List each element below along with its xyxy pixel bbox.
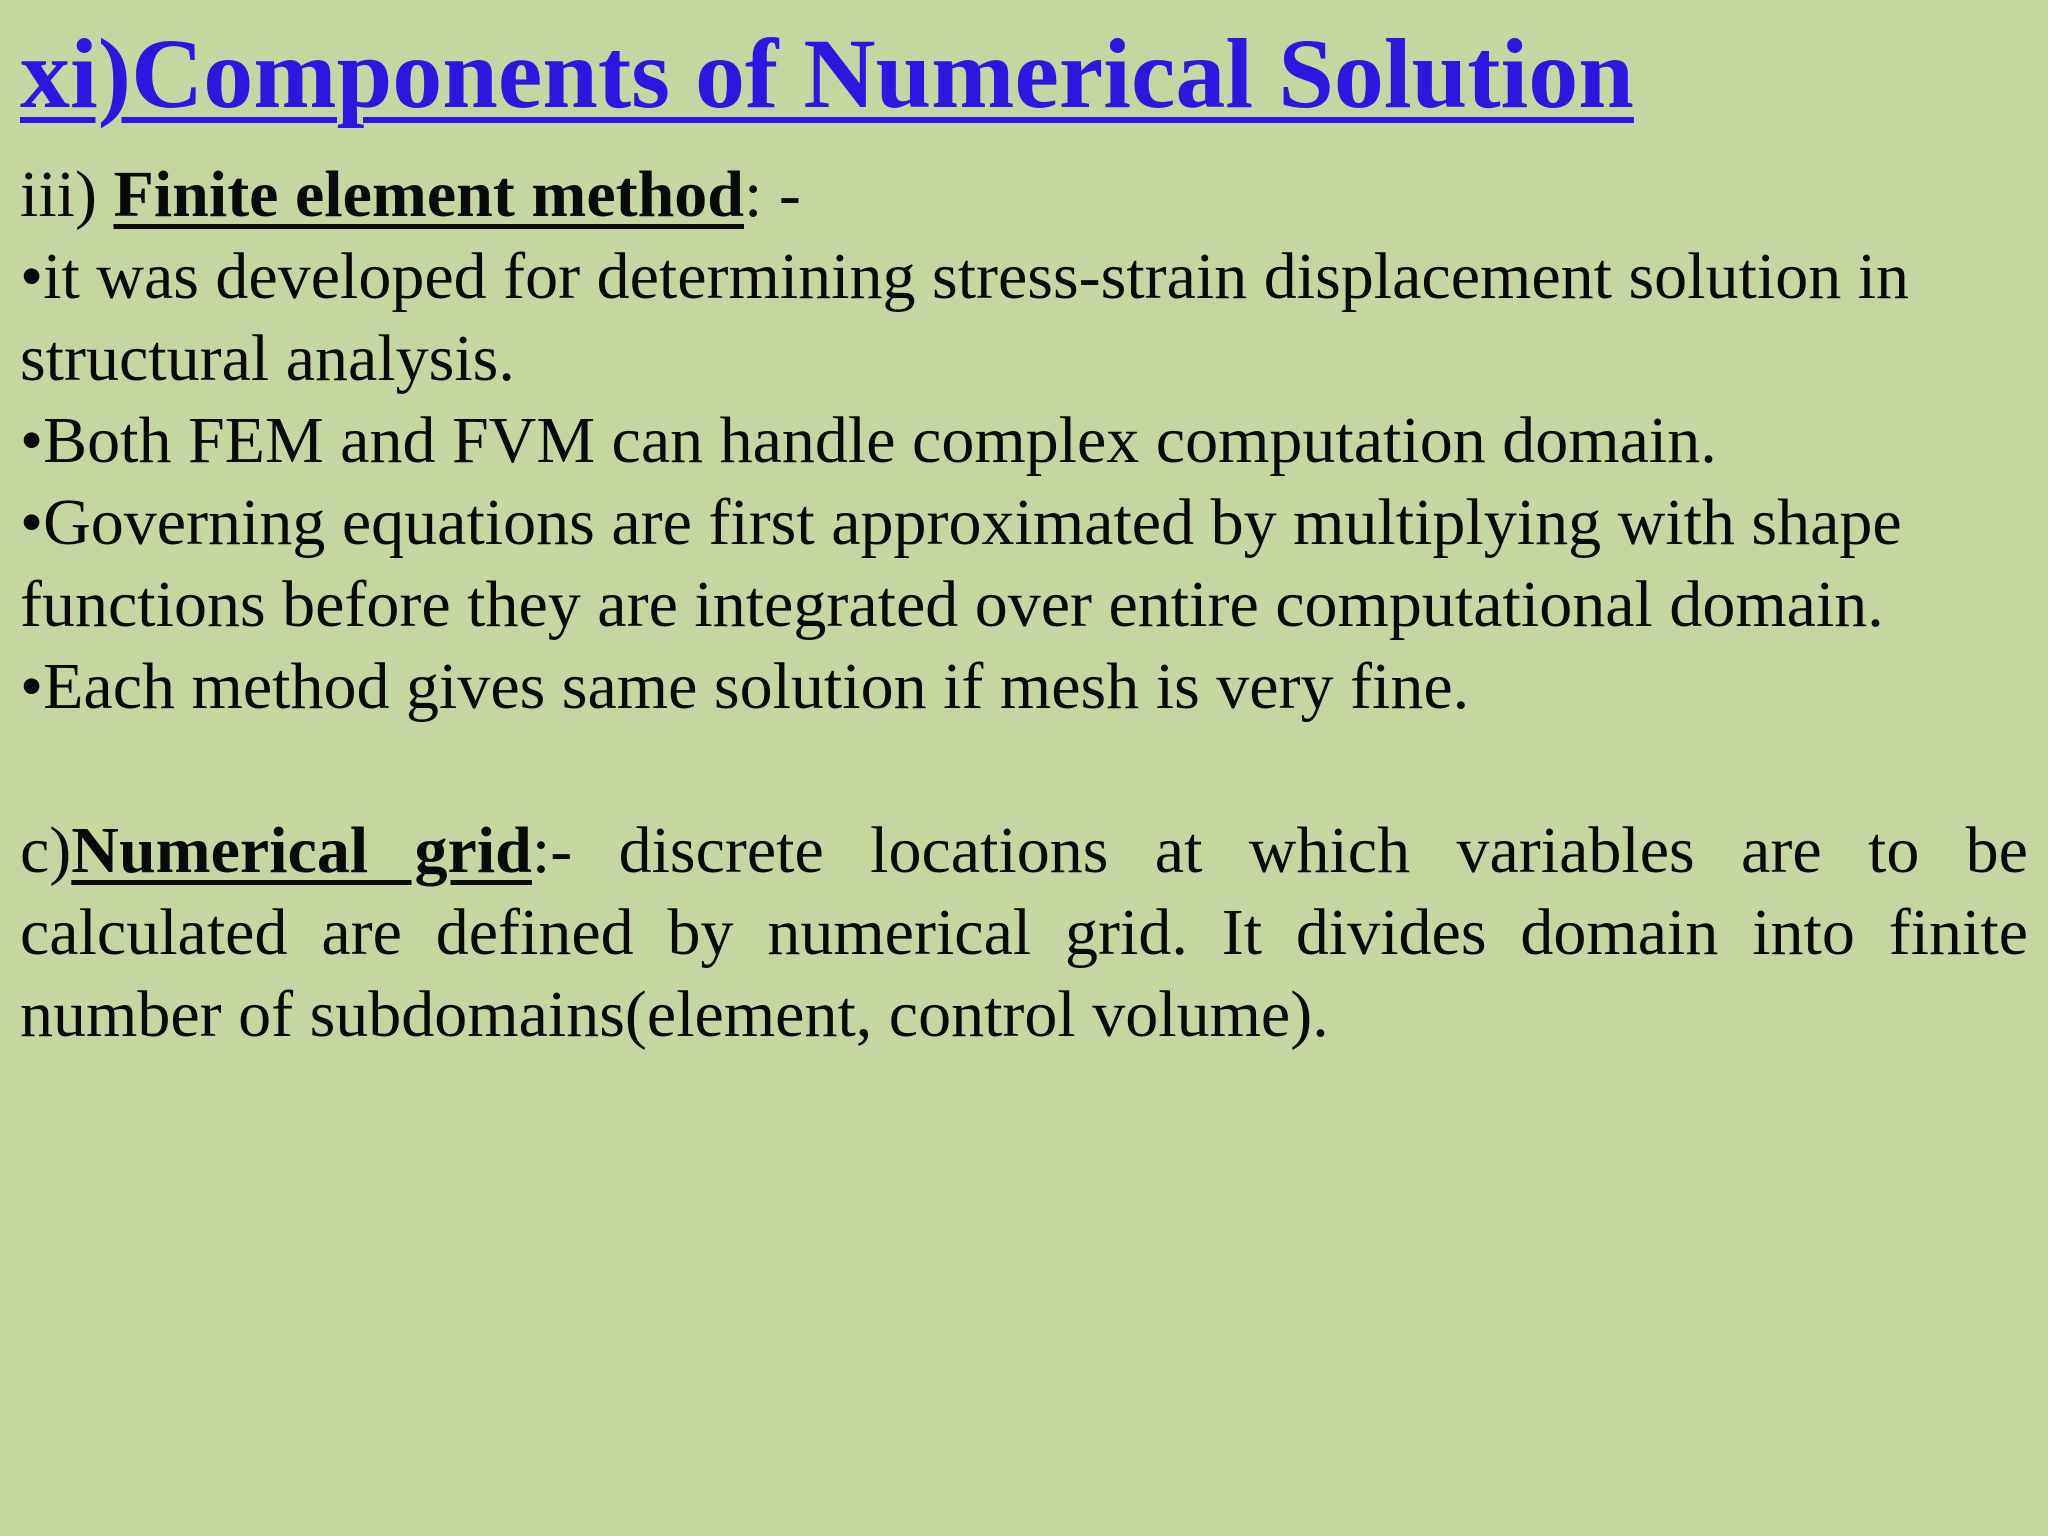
fem-heading: Finite element method [113,158,745,231]
fem-line-5: functions before they are integrated over entire computational domain. [20,568,1884,641]
grid-heading: Numerical grid [71,814,532,887]
fem-line-2: structural analysis. [20,322,515,395]
grid-line-1-rest: :- discrete locations at which variables are to be [531,814,2028,887]
paragraph-gap [20,728,2028,810]
grid-prefix: c) [20,814,72,887]
fem-line-1: •it was developed for determining stress-strain displacement solution in [20,240,1910,313]
slide-title: xi)Components of Numerical Solution [20,18,1634,129]
fem-suffix: : - [744,158,801,231]
grid-line-1 [20,810,2028,892]
fem-line-3: •Both FEM and FVM can handle complex computation domain. [20,404,1717,477]
fem-heading-line [20,154,2028,236]
fem-prefix: iii) [20,158,114,231]
fem-line-6: •Each method gives same solution if mesh is very fine. [20,650,1470,723]
grid-line-2: calculated are defined by numerical grid. It divides domain into finite [20,896,2028,969]
slide-body [20,154,2028,1056]
grid-line-3: number of subdomains(element, control volume). [20,978,1329,1051]
fem-line-4: •Governing equations are first approximated by multiplying with shape [20,486,1902,559]
